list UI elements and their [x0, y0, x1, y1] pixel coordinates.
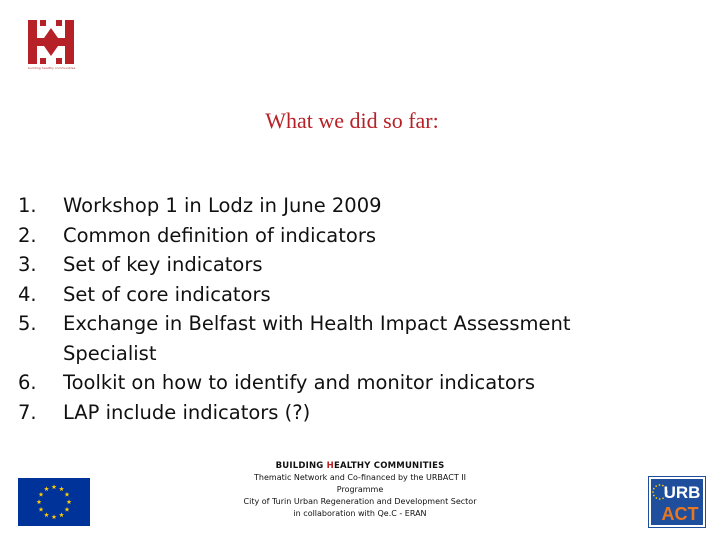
urbact-logo-bottom-text: ACT: [661, 504, 699, 524]
bhc-logo: [26, 18, 76, 72]
list-item: [18, 221, 653, 251]
list-item: [18, 250, 653, 280]
list-item-number: 6.: [18, 371, 37, 394]
list-item-number: 4.: [18, 282, 37, 306]
slide-title: [0, 108, 720, 134]
footer-line: Programme: [336, 485, 384, 494]
list-item-number: 5.: [18, 312, 37, 335]
footer-line: City of Turin Urban Regeneration and Development Sector: [243, 497, 477, 506]
list-item-number: 3.: [18, 253, 37, 276]
list-item: [18, 280, 653, 310]
achievements-list: [18, 191, 653, 427]
list-item: [18, 368, 653, 398]
list-item-text: Set of core indicators: [63, 282, 271, 306]
logo-caption: building healthy communities: [28, 66, 76, 70]
list-item-text: Exchange in Belfast with Health Impact Assessment Specialist: [63, 312, 571, 365]
eu-flag-logo: [18, 478, 90, 526]
list-item: [18, 309, 653, 368]
list-item-text: Set of key indicators: [63, 253, 263, 276]
program-title-h: H: [326, 461, 334, 471]
list-item-number: 2.: [18, 223, 37, 247]
slide-title-text: What we did so far:: [265, 108, 439, 133]
footer-line: in collaboration with Qe.C - ERAN: [293, 509, 427, 518]
list-item: [18, 398, 653, 428]
list-item-number: 1.: [18, 194, 37, 217]
footer-line: Thematic Network and Co-financed by the URBACT II: [254, 473, 466, 482]
list-item: [18, 191, 653, 221]
list-item-number: 7.: [18, 400, 37, 424]
list-item-text: Common definition of indicators: [63, 223, 376, 247]
program-title-part1: BUILDING: [275, 461, 327, 471]
program-title: [210, 460, 510, 472]
list-item-text: Workshop 1 in Lodz in June 2009: [63, 194, 382, 217]
urbact-logo: [648, 476, 706, 528]
footer-credits: [210, 460, 510, 520]
list-item-text: LAP include indicators (?): [63, 400, 311, 424]
urbact-logo-top-text: URB: [663, 483, 701, 502]
list-item-text: Toolkit on how to identify and monitor indicators: [63, 371, 535, 394]
program-title-part2: EALTHY COMMUNITIES: [333, 461, 445, 471]
